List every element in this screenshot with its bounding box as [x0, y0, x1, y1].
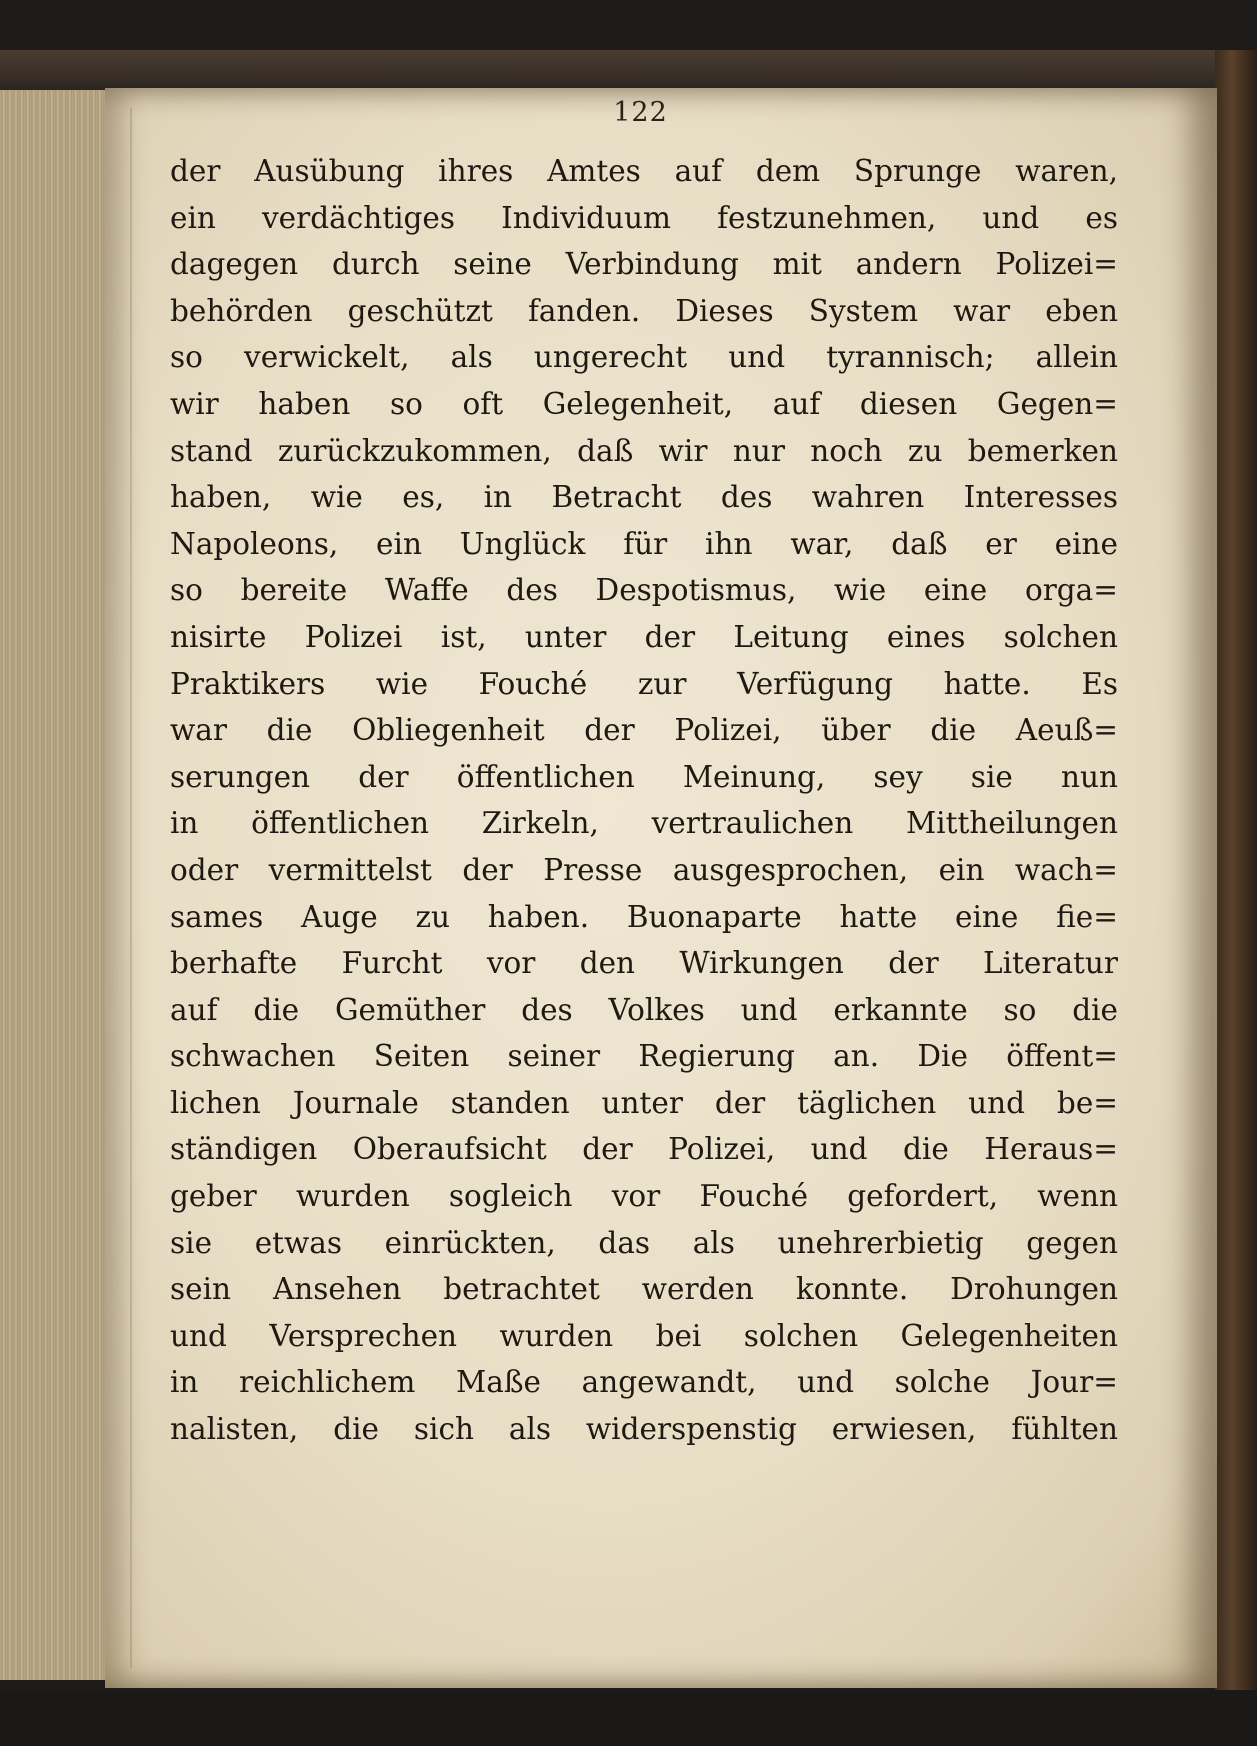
text-line: serungen der öffentlichen Meinung, sey sie nun — [170, 759, 1118, 794]
text-line: oder vermittelst der Presse ausgesprochen, ein wach= — [170, 852, 1118, 887]
page-text — [170, 148, 1118, 1453]
background-surface — [0, 1690, 1257, 1746]
text-line: wir haben so oft Gelegenheit, auf diesen Gegen= — [170, 386, 1118, 421]
text-line: auf die Gemüther des Volkes und erkannte so die — [170, 992, 1118, 1027]
text-line: so bereite Waffe des Despotismus, wie eine orga= — [170, 573, 1118, 608]
text-line: geber wurden sogleich vor Fouché gefordert, wenn — [170, 1179, 1118, 1214]
text-line: sein Ansehen betrachtet werden konnte. Drohungen — [170, 1272, 1118, 1307]
text-line: haben, wie es, in Betracht des wahren Interesses — [170, 480, 1118, 515]
page-stack-edge — [0, 90, 105, 1680]
text-line: nalisten, die sich als widerspenstig erwiesen, fühlten — [170, 1412, 1118, 1447]
text-line: nisirte Polizei ist, unter der Leitung eines solchen — [170, 619, 1118, 654]
text-line: sie etwas einrückten, das als unehrerbietig gegen — [170, 1225, 1118, 1260]
text-line: ständigen Oberaufsicht der Polizei, und die Heraus= — [170, 1132, 1118, 1167]
text-line: Praktikers wie Fouché zur Verfügung hatte. Es — [170, 666, 1118, 701]
text-line: berhafte Furcht vor den Wirkungen der Literatur — [170, 946, 1118, 981]
text-line: war die Obliegenheit der Polizei, über die Aeuß= — [170, 713, 1118, 748]
text-line: so verwickelt, als ungerecht und tyrannisch; allein — [170, 340, 1118, 375]
text-line: dagegen durch seine Verbindung mit andern Polizei= — [170, 247, 1118, 282]
text-line: schwachen Seiten seiner Regierung an. Die öffent= — [170, 1039, 1118, 1074]
page-number: 122 — [613, 97, 668, 128]
book-top-edge — [0, 50, 1240, 90]
book-binding-edge — [1215, 50, 1257, 1690]
text-line: ein verdächtiges Individuum festzunehmen, und es — [170, 200, 1118, 235]
text-line: in reichlichem Maße angewandt, und solche Jour= — [170, 1365, 1118, 1400]
text-line: stand zurückzukommen, daß wir nur noch zu bemerken — [170, 433, 1118, 468]
text-line: in öffentlichen Zirkeln, vertraulichen Mittheilungen — [170, 806, 1118, 841]
text-line: behörden geschützt fanden. Dieses System war eben — [170, 293, 1118, 328]
text-line: Napoleons, ein Unglück für ihn war, daß er eine — [170, 526, 1118, 561]
text-line: und Versprechen wurden bei solchen Gelegenheiten — [170, 1318, 1118, 1353]
text-line: lichen Journale standen unter der täglichen und be= — [170, 1085, 1118, 1120]
text-line: der Ausübung ihres Amtes auf dem Sprunge waren, — [170, 154, 1118, 188]
text-line: sames Auge zu haben. Buonaparte hatte eine fie= — [170, 899, 1118, 934]
